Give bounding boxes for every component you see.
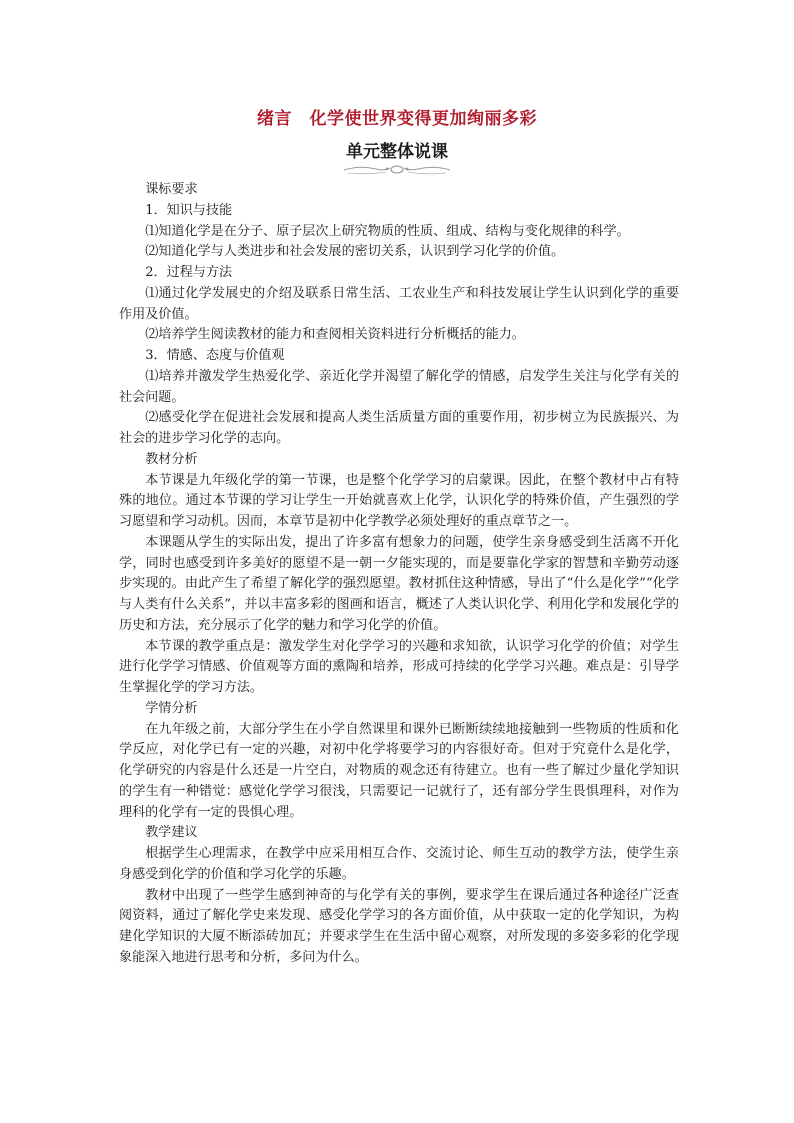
paragraph: 在九年级之前，大部分学生在小学自然课里和课外已断断续续地接触到一些物质的性质和化学反应，对化学已有一定的兴趣，对初中化学将要学习的内容很好奇。但对于究竟什么是化学，化学研究的内容是什么还是一片空白，对物质的观念还有待建立。也有一些了解过少量化学知识的学生有一种错觉：感觉化学学习很浅，只需要记一记就行了，还有部分学生畏惧理科，对作为理科的化学有一定的畏惧心理。 xyxy=(119,721,679,820)
paragraph: ⑴通过化学发展史的介绍及联系日常生活、工农业生产和科技发展让学生认识到化学的重要作用及价值。 xyxy=(119,285,679,322)
paragraph: 本节课是九年级化学的第一节课，也是整个化学学习的启蒙课。因此，在整个教材中占有特殊的地位。通过本节课的学习让学生一开始就喜欢上化学，认识化学的特殊价值，产生强烈的学习愿望和学习动机。因而，本章节是初中化学教学必须处理好的重点章节之一。 xyxy=(119,472,679,529)
decorative-divider-icon xyxy=(340,161,454,179)
section-heading: 学情分析 xyxy=(145,700,198,716)
paragraph: 本课题从学生的实际出发，提出了许多富有想象力的问题，使学生亲身感受到生活离不开化学，同时也感受到许多美好的愿望不是一朝一夕能实现的，而是要靠化学家的智慧和辛勤劳动逐步实现的。由此产生了希望了解化学的强烈愿望。教材抓住这种情感，导出了“什么是化学”“化学与人类有什么关系”，并以丰富多彩的图画和语言，概述了人类认识化学、利用化学和发展化学的历史和方法，充分展示了化学的魅力和学习化学的价值。 xyxy=(119,534,679,633)
paragraph: 1．知识与技能 xyxy=(145,202,233,218)
section-heading: 教学建议 xyxy=(145,825,198,841)
paragraph: 本节课的教学重点是：激发学生对化学学习的兴趣和求知欲，认识学习化学的价值；对学生进行化学学习情感、价值观等方面的熏陶和培养，形成可持续的化学学习兴趣。难点是：引导学生掌握化学的学习方法。 xyxy=(119,638,679,695)
page-title: 绪言 化学使世界变得更加绚丽多彩 xyxy=(257,109,537,129)
paragraph: ⑵培养学生阅读教材的能力和查阅相关资料进行分析概括的能力。 xyxy=(145,327,525,343)
unit-title: 单元整体说课 xyxy=(346,142,448,162)
paragraph: 教材中出现了一些学生感到神奇的与化学有关的事例，要求学生在课后通过各种途径广泛查阅资料，通过了解化学史来发现、感受化学学习的各方面价值，从中获取一定的化学知识，为构建化学知识的大厦不断添砖加瓦；并要求学生在生活中留心观察，对所发现的多姿多彩的化学现象能深入地进行思考和分析，多问为什么。 xyxy=(119,887,679,965)
paragraph: ⑴培养并激发学生热爱化学、亲近化学并渴望了解化学的情感，启发学生关注与化学有关的社会问题。 xyxy=(119,368,679,405)
paragraph: 根据学生心理需求，在教学中应采用相互合作、交流讨论、师生互动的教学方法，使学生亲身感受到化学的价值和学习化学的乐趣。 xyxy=(119,846,679,882)
section-heading: 课标要求 xyxy=(145,182,198,197)
paragraph: ⑵感受化学在促进社会发展和提高人类生活质量方面的重要作用，初步树立为民族振兴、为社会的进步学习化学的志向。 xyxy=(119,410,679,446)
paragraph: ⑵知道化学与人类进步和社会发展的密切关系，认识到学习化学的价值。 xyxy=(145,244,565,260)
section-heading: 教材分析 xyxy=(145,451,198,467)
document-body xyxy=(119,180,679,969)
paragraph: 2．过程与方法 xyxy=(145,265,233,280)
paragraph: 3．情感、态度与价值观 xyxy=(145,348,285,363)
paragraph: ⑴知道化学是在分子、原子层次上研究物质的性质、组成、结构与变化规律的科学。 xyxy=(145,223,630,239)
